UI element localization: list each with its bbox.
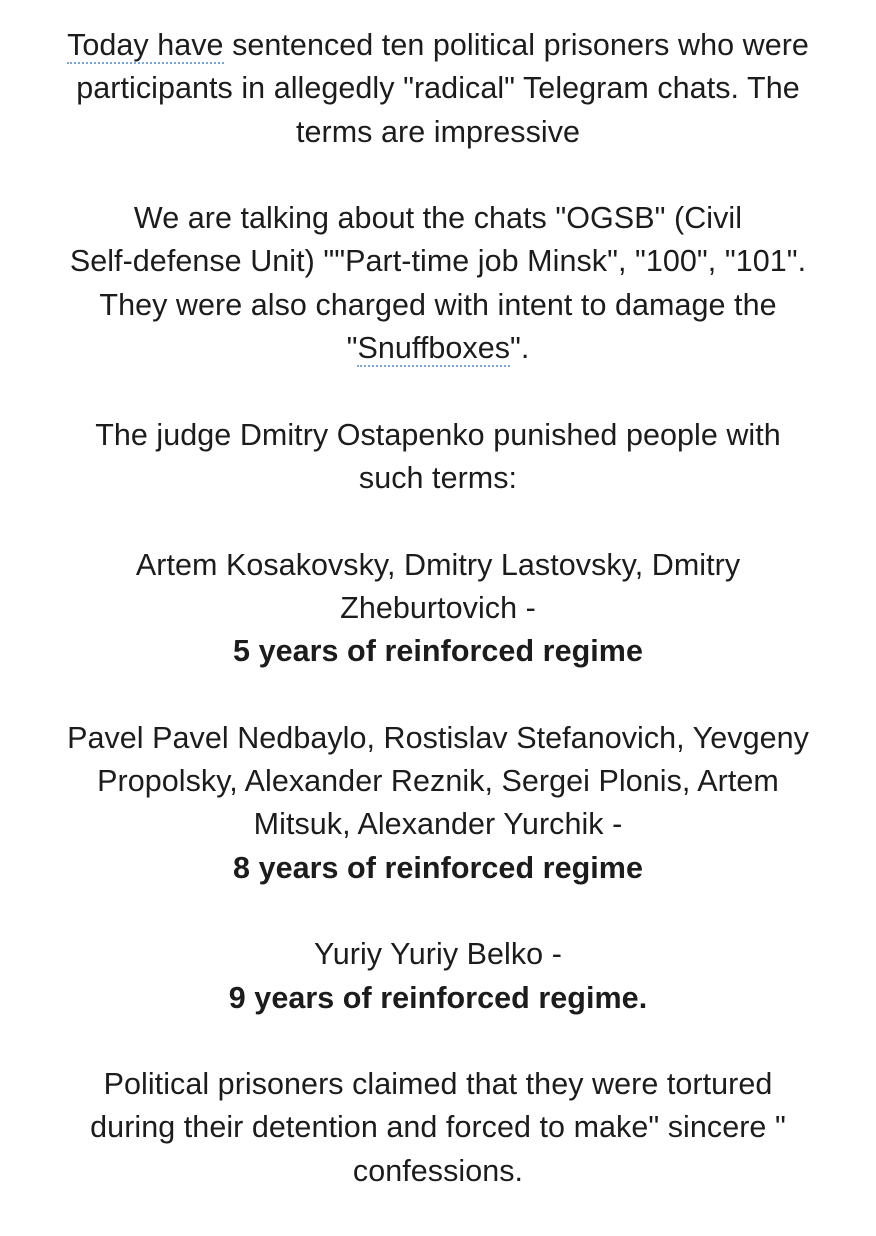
paragraph-chats [0,197,876,370]
text-line: Self-defense Unit) ""Part-time job Minsk", "100", "101". [69,244,807,279]
sentence-term: 9 years of reinforced regime. [228,980,648,1015]
text-line: Zheburtovich - [340,590,536,625]
sentence-term: 5 years of reinforced regime [233,634,643,669]
text-line: confessions. [352,1153,524,1188]
text-line: We are talking about the chats "OGSB" (Civil [133,201,743,236]
text-line: terms are impressive [295,114,581,149]
text-line: They were also charged with intent to damage the [99,287,777,322]
text-line: Mitsuk, Alexander Yurchik - [253,807,623,842]
text-line: Pavel Pavel Nedbaylo, Rostislav Stefanovich, Yevgeny [67,720,809,755]
text-line: The judge Dmitry Ostapenko punished people with [95,417,781,452]
text-line: Political prisoners claimed that they were tortured [103,1067,773,1102]
text-fragment: sentenced ten political prisoners who were [223,28,809,62]
paragraph-sentence-8-years [0,717,876,890]
text-line: Artem Kosakovsky, Dmitry Lastovsky, Dmitry [135,547,741,582]
text-line: Propolsky, Alexander Reznik, Sergei Plonis, Artem [97,764,779,799]
paragraph-judge [0,414,876,501]
dotted-underlined-text: Snuffboxes [357,331,511,366]
text-line: Yuriy Yuriy Belko - [314,937,562,972]
article-text [0,24,876,1236]
text-line [0,24,876,67]
text-line [0,327,876,370]
text-line: participants in allegedly "radical" Telegram chats. The [76,71,800,106]
paragraph-sentence-5-years [0,544,876,674]
paragraph-torture-claims [0,1063,876,1193]
sentence-term: 8 years of reinforced regime [233,850,643,885]
text-line: such terms: [358,460,518,495]
text-fragment: " [346,331,358,366]
text-fragment: ". [510,331,530,366]
paragraph-intro [0,24,876,154]
dotted-underlined-text: Today have [67,28,224,62]
text-line: during their detention and forced to make" sincere " [90,1110,786,1145]
paragraph-sentence-9-years [0,933,876,1020]
